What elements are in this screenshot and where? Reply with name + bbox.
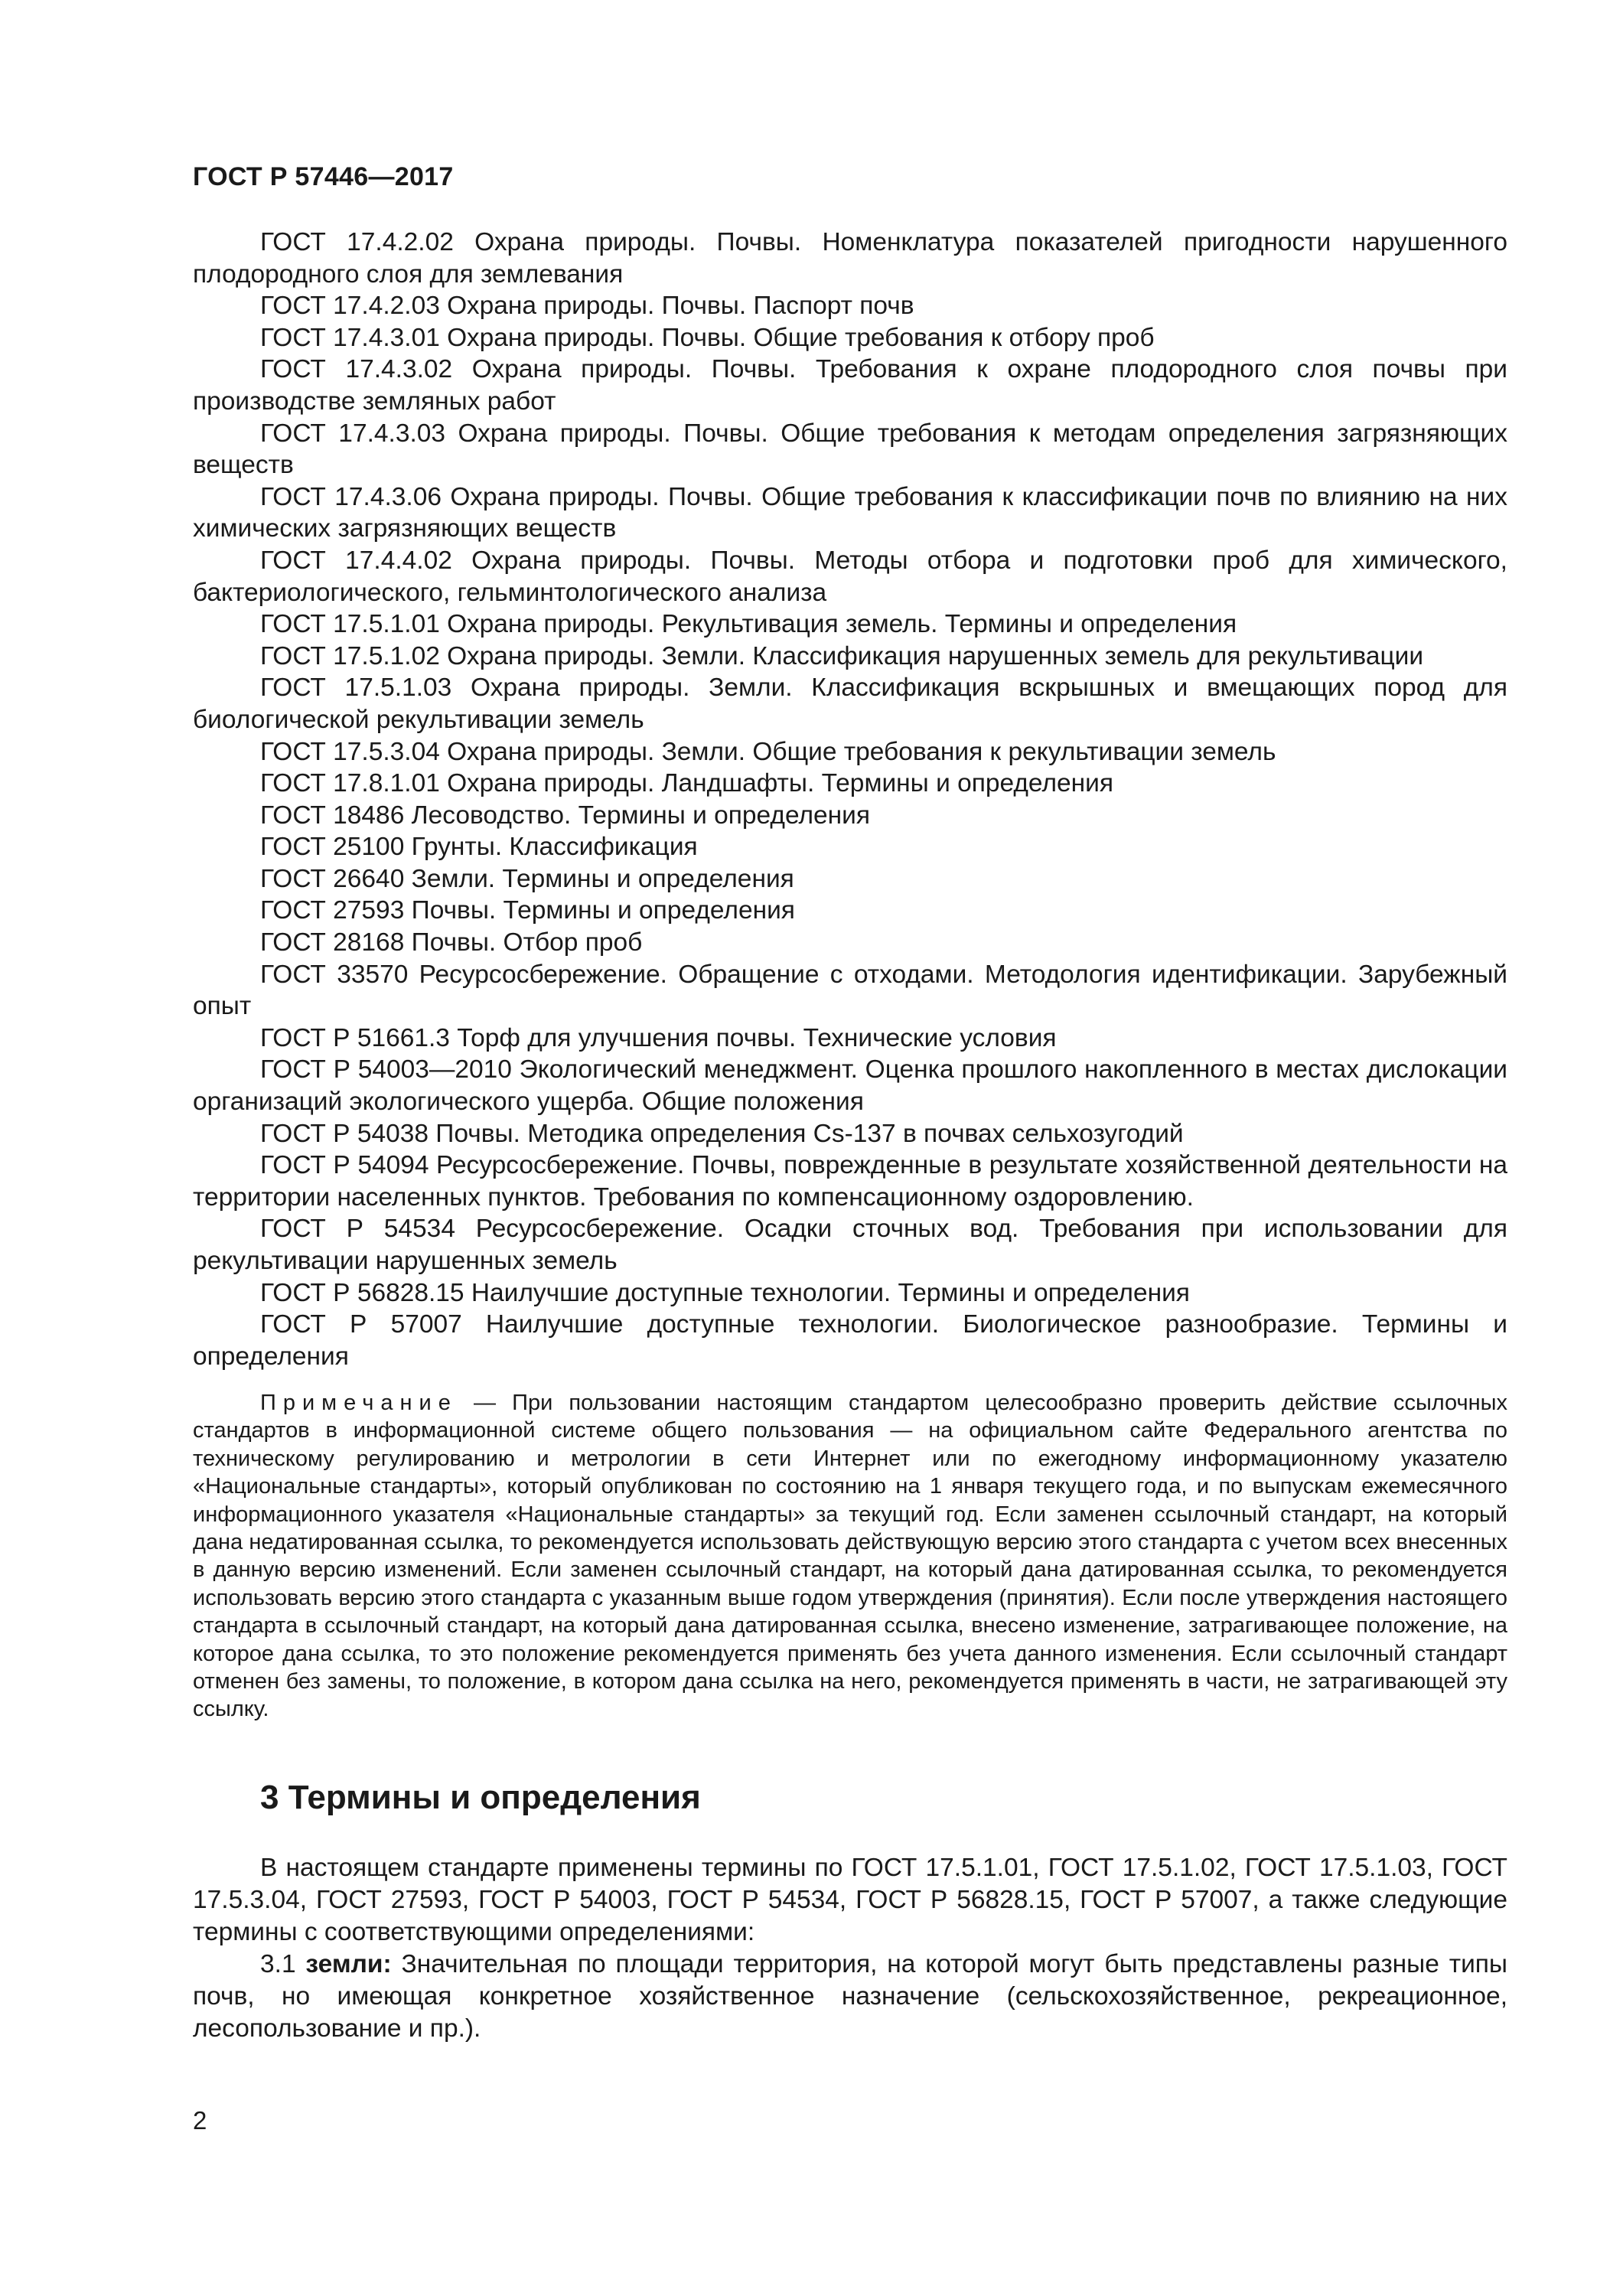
- term-number: 3.1: [260, 1950, 296, 1978]
- reference-item: ГОСТ 17.5.1.03 Охрана природы. Земли. Классификация вскрышных и вмещающих пород для биологической рекультивации земель: [193, 673, 1507, 734]
- section-title: 3 Термины и определения: [260, 1779, 701, 1816]
- reference-item: ГОСТ 25100 Грунты. Классификация: [260, 833, 698, 862]
- reference-item: ГОСТ Р 57007 Наилучшие доступные технологии. Биологическое разнообразие. Термины и определения: [193, 1310, 1507, 1371]
- note-label: Примечание: [260, 1391, 458, 1415]
- term-name: земли:: [305, 1950, 392, 1978]
- reference-item: ГОСТ 17.4.3.03 Охрана природы. Почвы. Общие требования к методам определения загрязняющих веществ: [193, 419, 1507, 480]
- reference-item: ГОСТ Р 54094 Ресурсосбережение. Почвы, поврежденные в результате хозяйственной деятельности на территории населенных пунктов. Требования по компенсационному оздоровлению.: [193, 1151, 1507, 1212]
- term-entry: [193, 1949, 1507, 2045]
- reference-item: ГОСТ 27593 Почвы. Термины и определения: [260, 896, 795, 925]
- reference-item: ГОСТ Р 51661.3 Торф для улучшения почвы. Технические условия: [260, 1023, 1057, 1052]
- reference-item: ГОСТ 17.4.2.03 Охрана природы. Почвы. Паспорт почв: [260, 292, 914, 321]
- reference-item: ГОСТ 17.8.1.01 Охрана природы. Ландшафты. Термины и определения: [260, 769, 1113, 798]
- reference-item: ГОСТ 17.5.1.02 Охрана природы. Земли. Классификация нарушенных земель для рекультивации: [260, 641, 1424, 670]
- reference-item: ГОСТ 26640 Земли. Термины и определения: [260, 864, 794, 893]
- reference-item: ГОСТ 17.5.3.04 Охрана природы. Земли. Общие требования к рекультивации земель: [260, 737, 1276, 766]
- reference-item: ГОСТ 17.4.4.02 Охрана природы. Почвы. Методы отбора и подготовки проб для химического, бактериологического, гельминтологического анализа: [193, 546, 1507, 607]
- reference-item: ГОСТ 17.5.1.01 Охрана природы. Рекультивация земель. Термины и определения: [260, 610, 1237, 639]
- section-intro: В настоящем стандарте применены термины по ГОСТ 17.5.1.01, ГОСТ 17.5.1.02, ГОСТ 17.5.1.03, ГОСТ 17.5.3.04, ГОСТ 27593, ГОСТ Р 54003, ГОСТ Р 54534, ГОСТ Р 56828.15, ГОСТ Р 57007, а также следующие термины с соответствующими определениями:: [193, 1854, 1507, 1946]
- reference-item: ГОСТ Р 54038 Почвы. Методика определения Cs-137 в почвах сельхозугодий: [260, 1119, 1184, 1148]
- reference-item: ГОСТ 28168 Почвы. Отбор проб: [260, 928, 643, 957]
- reference-item: ГОСТ 33570 Ресурсосбережение. Обращение с отходами. Методология идентификации. Зарубежный опыт: [193, 960, 1507, 1021]
- page-number: 2: [193, 2106, 207, 2135]
- note-paragraph: [193, 1389, 1507, 1724]
- reference-item: ГОСТ 17.4.3.06 Охрана природы. Почвы. Общие требования к классификации почв по влиянию на них химических загрязняющих веществ: [193, 482, 1507, 543]
- document-code-header: ГОСТ Р 57446—2017: [193, 162, 454, 191]
- reference-item: ГОСТ 18486 Лесоводство. Термины и определения: [260, 801, 871, 830]
- reference-item: ГОСТ 17.4.3.02 Охрана природы. Почвы. Требования к охране плодородного слоя почвы при производстве земляных работ: [193, 355, 1507, 416]
- term-definition: Значительная по площади территория, на которой могут быть представлены разные типы почв, но имеющая конкретное хозяйственное назначение (сельскохозяйственное, рекреационное, лесопользование и пр.).: [193, 1950, 1507, 2043]
- reference-item: ГОСТ 17.4.2.02 Охрана природы. Почвы. Номенклатура показателей пригодности нарушенного плодородного слоя для землевания: [193, 228, 1507, 289]
- reference-item: ГОСТ Р 54003—2010 Экологический менеджмент. Оценка прошлого накопленного в местах дислокации организаций экологического ущерба. Общие положения: [193, 1055, 1507, 1117]
- section-body: [193, 1852, 1507, 2045]
- note-text: — При пользовании настоящим стандартом целесообразно проверить действие ссылочных стандартов в информационной системе общего пользования — на официальном сайте Федерального агентства по техническому регулированию и метрологии в сети Интернет или по ежегодному информационному указателю «Национальные стандарты», который опубликован по состоянию на 1 января текущего года, и по выпускам ежемесячного информационного указателя «Национальные стандарты» за текущий год. Если заменен ссылочный стандарт, на который дана недатированная ссылка, то рекомендуется использовать действующую версию этого стандарта с учетом всех внесенных в данную версию изменений. Если заменен ссылочный стандарт, на который дана датированная ссылка, то рекомендуется использовать версию этого стандарта с указанным выше годом утверждения (принятия). Если после утверждения настоящего стандарта в ссылочный стандарт, на который дана датированная ссылка, внесено изменение, затрагивающее положение, на которое дана ссылка, то это положение рекомендуется применять без учета данного изменения. Если ссылочный стандарт отменен без замены, то положение, в котором дана ссылка на него, рекомендуется применять в части, не затрагивающей эту ссылку.: [193, 1391, 1508, 1722]
- reference-item: ГОСТ Р 54534 Ресурсосбережение. Осадки сточных вод. Требования при использовании для рекультивации нарушенных земель: [193, 1215, 1507, 1275]
- reference-item: ГОСТ 17.4.3.01 Охрана природы. Почвы. Общие требования к отбору проб: [260, 323, 1155, 352]
- normative-references-list: [193, 227, 1507, 1372]
- reference-item: ГОСТ Р 56828.15 Наилучшие доступные технологии. Термины и определения: [260, 1278, 1190, 1307]
